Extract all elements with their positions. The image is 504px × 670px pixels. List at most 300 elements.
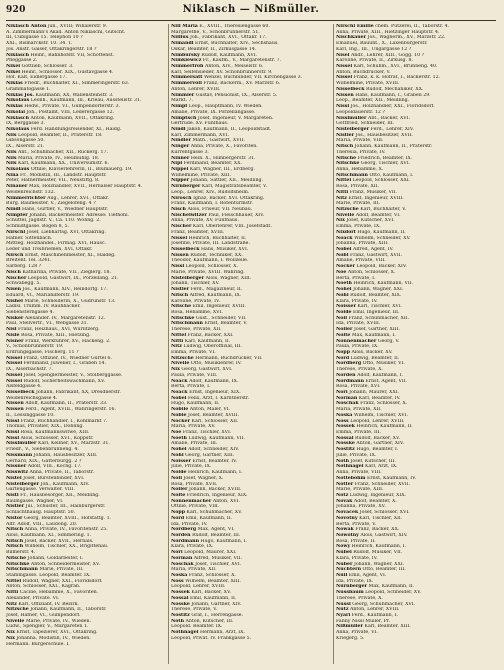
entry-text: Andr., Lehrer, XIII., Gogg. 10 ? [350,52,425,58]
entry-name: Nisen [6,287,22,293]
entry-name: Nissner [6,464,27,470]
entry-text: Anna, Private, XV. Fünfhaus. [171,218,239,224]
entry-text: Johanna, Modistin, IV., Wieden. [16,635,91,641]
entry-text: Josef, Beamter, XVIII. [187,412,239,418]
entry-text: Alexander. IV., Margaretenstr. 12. [24,315,106,321]
entry-text: Marie, Private, XIII. [336,487,384,493]
entry-text: Rosa, Private, XVI. [336,384,381,390]
entry-name: Niklasch Anton [6,24,47,29]
entry-name: Nimpfer [6,212,28,218]
entry-name: Nisle [6,332,20,338]
column-divider [168,24,169,664]
entry-text: Theodor, Kaufmann, I. Wollzeile. [171,258,249,264]
entry-text: Josef, Schlosser, XVI. [359,510,410,516]
entry-text: Anton, Lehrer, XVIII. [350,607,400,613]
entry-text: Karl, Magistratsbeamter, V. [201,184,268,190]
entry-name: Nordmann [171,538,199,544]
entry-text: Georg, V. [377,338,400,344]
entry-text: Rosa, Hebamme, XVI. [171,309,223,315]
entry-text: Rudolf, Mechaniker, XX. [365,86,424,92]
entry-text: Karl, Offiziant, IV. Bezirk. [18,601,79,607]
entry-text: Karl, Arzt, IX. [364,464,398,470]
entry-name: Nitzsche [171,355,194,361]
entry-name: Nix [171,367,180,373]
entry-name: Nossal [171,595,189,601]
entry-text: Emma, Private, IX. [336,224,381,230]
column-2 [171,24,330,664]
entry-name: Nils [6,132,17,138]
entry-text: Josef, Liebhartsg. XVI, Ottakring. [26,229,106,235]
entry-name: Nitsche [336,155,357,161]
entry-name: Nisslmüller [336,115,367,121]
entry-text: Leopold, Bäcker, XIV. [356,264,407,270]
entry-text: Leopold, Lehrer, XVIII. [171,584,226,590]
entry-name: Noack [336,235,353,241]
entry-name: Nori [171,550,183,556]
entry-text: Siebensterngasse 4. [6,309,54,315]
entry-text: Franz, Musiker, VII. [349,189,398,195]
entry-name: Nitsch [171,292,189,298]
entry-name: Nitzsche [336,207,359,212]
entry-text: Leopold, Privat. IV. Frankgasse 5. [171,635,252,641]
entry-text: Karl, Kellner, XV., Märzstr. 31. [38,441,110,447]
entry-text: Alois, Wagner, XIII. [205,275,252,281]
column-3 [336,24,495,664]
entry-text: Adolf, VIII., Kochg. 17. [27,464,82,470]
entry-name: Nonnenmacher [336,338,377,344]
entry-name: Noeth [336,281,352,287]
entry-text: Friedrich, Beamter, IX. [357,155,413,161]
entry-text: Amalie, Private, III. [171,441,218,447]
entry-text: Johanna, Private, XIII. [336,241,389,247]
entry-text: Ferd., Agent, XVIII., Währingerstr. 16. [25,407,116,413]
entry-text: Therese, Private, X. [336,595,383,601]
entry-name: Nossal [336,435,354,441]
entry-text: Jos., Kaufmann, XIV., Reindorfg. 17. [22,287,108,293]
entry-text: Schlachthausg. Hauptstr. 50. [6,510,76,516]
entry-name: Nix [6,635,15,641]
entry-name: Nosske [336,441,355,447]
entry-text: Aug., Lehrer, XVI., Ottakr. [47,195,110,201]
entry-name: Nohel [171,447,187,453]
entry-text: Ernst, Buchhalter, XIV., Sechshaus. [195,41,279,47]
entry-name: Norman [336,395,358,401]
entry-text: Adolf, Kaufmann, IX. [189,378,239,384]
entry-text: Johann, Wagner, XXI. [353,561,405,567]
entry-text: Josefine, Private, III. Landstraße. [171,241,250,247]
entry-text: Anna, Private, VI. [336,630,378,636]
entry-name: Nopp [336,349,350,355]
entry-text: Breitenf. Tel. 3241. [6,258,52,264]
entry-text: Berta, Private, I. [171,384,211,390]
entry-text: Julie, Private, IX. [336,452,377,458]
entry-text: Hans, Gürtler, V., Wiedner Hauptstr. [22,207,109,212]
entry-name: Nobl [336,252,349,258]
entry-text: Graf, I., Herrengasse. [191,613,243,619]
entry-name: Niklas [6,81,23,87]
entry-name: Nowak [336,527,354,533]
entry-name: Nistler [336,132,355,138]
entry-text: Ernst, Tapezierer, XVI., Ottakring. [16,630,98,636]
entry-text: Franz, Beamter, XVIII. [171,229,225,235]
entry-text: Heinrich, Kaufmann, VII. [353,281,414,287]
entry-name: Nitzsche [6,607,29,613]
entry-name: Nohl [336,292,349,298]
entry-text: Erdrungsgasse, Fischerg. 11 ? [6,349,79,355]
entry-name: Nisselbeck [336,86,365,92]
entry-name: Nitsch [6,527,24,533]
entry-text: Ida, Private, XVIII. [336,321,381,327]
entry-name: Nindl [171,126,186,132]
entry-text: Otto, Kaufmann, I. [369,172,414,178]
entry-text: Karl, Schuhm., XVI., Brunneng. 40. [353,64,438,70]
entry-text: Kaufmann, XX, Wallensteinstr. 3. [35,92,114,98]
entry-name: Nils [6,161,17,167]
entry-name: Nostitz [336,447,355,453]
entry-text: Maria, Private, XII. [336,407,382,413]
page-header [6,4,496,21]
entry-name: Nowotny [336,532,359,538]
entry-text: Karl, Kaufmann, II. [184,338,231,344]
entry-text: Felix, Arzt, I. Kärntnerstr. [187,395,250,401]
entry-text: Alfred, Agent, IV. [352,247,394,253]
entry-text: Therese, Private, X. [336,367,383,373]
entry-text: Karl, Beamter, XIII. [364,624,411,630]
entry-name: Nix [6,630,15,636]
entry-name: Nitti [336,189,349,195]
entry-text: Maria, Private, VIII. [336,138,384,144]
entry-name: Nikolai [6,109,26,115]
entry-text: Anton, Schneidermeister, XV. [30,561,101,567]
entry-text: Weidenreichstr. 132. [6,189,56,195]
entry-text: Franz, k. k. Hofrat, I., Bäckerstr. 12. [353,75,441,81]
entry-text: Ida, Private, IX. [336,578,374,584]
entry-text: Franz, Schlosser, X. [360,401,408,407]
entry-text: Adolf, Beamter, VI. [355,212,401,218]
entry-name: Nipper [171,178,190,184]
entry-text: Franz, Tischler, XVI. [182,430,232,436]
entry-name: Nischkauer [336,35,367,41]
entry-name: Noack [171,378,188,384]
entry-name: Nissen [336,92,354,98]
entry-name: Nossek [336,424,355,430]
entry-text: Karl, Ing., III., Ungargasse 12 ? [336,46,412,52]
entry-name: Nowy [336,544,351,550]
entry-text: Leopold. Beamter. IX. [171,624,223,630]
entry-name: Nohl [171,452,184,458]
entry-text: Gertrude. XV. Fünfhaus. [171,121,229,127]
entry-name: Nikolaus [6,98,30,104]
entry-name: Nossek [171,590,190,596]
entry-name: Nissl [6,430,20,436]
entry-text: Ida, Private, IV. [171,521,208,527]
entry-text: Josef, Tischler, XVI. [195,561,242,567]
page-number: 920 [6,5,26,15]
entry-text: Karl, Schuhmacher, XV. [186,510,243,516]
entry-text: Thomas, Privatier, XIX., Döbling. [6,424,84,430]
entry-text: Johanna, Private, XV. [336,504,386,510]
entry-name: Ninner [171,155,190,161]
entry-text: Therese, Private, V. [171,607,218,613]
entry-text: Gust., Schneider, VII. [195,315,247,321]
entry-name: Nitz [6,601,17,607]
entry-text: Wilhelm, Schneider, XV. [354,235,411,241]
entry-name: Nitsch [6,544,24,550]
entry-text: Ludwig, Ingenieur, XIX. [349,492,407,498]
entry-text: Heinr., Schlosser. XIX., Gustavgasse 4. [21,69,114,75]
entry-name: Nimandl [171,41,194,47]
entry-text: Alois, Schlosser, XVI., Koppstr. [20,435,94,441]
entry-text: Anna, Private, IV., Favoritenstr. 25. [24,527,108,533]
entry-text: Hugo, Beamter, I. [356,447,399,453]
entry-name: Nissen [6,401,24,407]
entry-text: Karl, Seifensieder, XV. Schönbrunnerstr. 9. [171,69,273,75]
entry-name: Nonnenmacher [171,498,212,504]
entry-name: Noschak [171,561,194,567]
entry-name: Noisser [171,458,191,464]
entry-text: Johann, Wagner, XXI. [353,287,404,293]
entry-text: Anton, Schlosser, XXI., Kagran. [6,584,81,590]
entry-name: Nistl [6,492,19,498]
entry-text: Ottilie, Klavierlehrerin, II., Blumauerg. 19. [30,166,133,172]
entry-text: Klara, Private, IV. [336,555,378,561]
entry-text: Josef, Ingenieur, V. Margareten. [197,115,274,121]
entry-name: Nimpf [171,104,188,110]
entry-text: V., Schönbrunnerstr. 19. [6,344,64,350]
entry-text: Emma, Private, III. [336,430,382,436]
entry-name: Nostitz [171,613,190,619]
entry-name: Nutz [336,607,349,613]
entry-text: Anton, XIV., Meiselstr. 6. [204,64,264,70]
entry-name: Nuber [336,561,353,567]
entry-text: Karl, Kaufmann, XX., Universumstr. 6. [18,161,109,167]
entry-name: Nitschke [171,315,195,321]
entry-text: Hof. Kalt, Eidlergasse 17. [6,75,67,81]
entry-name: Nipl [171,161,183,167]
entry-name: Nikel [6,64,21,70]
entry-name: Nitti [171,338,184,344]
entry-name: Nordmann [336,378,364,384]
entry-text: Johann, Fabrikant, XX, Dresdnerstr. [35,390,121,395]
entry-name: Nittel [171,332,187,338]
entry-text: Maria, Private, XV. [171,424,216,430]
entry-text: Schüttel, Jagdstr. V., Ca. 110. Wohng. 2. [6,218,101,224]
entry-name: Niklas Jos. [6,92,35,98]
entry-name: Nimbursky [171,52,200,58]
entry-text: Ernst, Maschinenmeister, XI., Haideg. [24,252,116,258]
entry-name: Nivelle [171,361,190,367]
entry-text: Rudolf, Techniker, XX. [190,252,243,258]
entry-text: Alfred, Kaufmann, IX. [189,292,242,298]
entry-text: Jos., Holzhändler, XXI., Floridsdorf. [350,104,435,110]
entry-text: Karl, Schlosser, XII. [191,418,239,424]
entry-text: Franz, Heizhaus., XVI, Wurlitzerg. [18,327,100,333]
entry-text: Ant., Bäcker, XVI. [368,115,411,121]
entry-name: Nittel [6,578,22,584]
entry-text: Adolf, Beamter, X. [353,498,397,504]
entry-text: Johann, Bäcker, XVIII. [188,487,242,493]
entry-name: Nirosch [171,195,192,201]
entry-text: Friedr., V., Siebenbrunneng. 4. [6,447,79,453]
entry-name: Noth [336,458,349,464]
column-divider [333,24,334,664]
entry-text: Emil, Kaufmann, II. [185,515,233,521]
entry-text: Rudolf, Bäcker, XV. [355,435,401,441]
entry-text: Hugo, Kaufmann, II. [357,229,406,235]
entry-text: Klara, Private, IX. [171,544,214,550]
entry-name: Noller [336,327,353,333]
entry-text: Karoline, Private, II., Zirkusg. 8. [336,58,413,64]
entry-text: Karl, Tischler, XII. [359,515,403,521]
entry-text: Franz, Bäcker, XX. [355,527,400,533]
entry-text: Ladisl. Trumm. IV. Rauhbäcker. [6,304,81,310]
entry-name: Noeth [171,435,187,441]
entry-name: Niklasch [6,52,30,58]
entry-name: Nissen [6,407,24,413]
entry-text: Ferdinand, Juwelier, I., Graben 14. [23,361,106,367]
entry-name: Nocker [171,418,190,424]
entry-name: Nissel [6,355,23,361]
entry-text: Wilhelm, Tischler, XX., Brigittenau. [24,544,109,550]
entry-name: Nirnberger [171,184,201,190]
entry-name: Noble [171,412,187,418]
entry-text: Hugo, Kaufmann, I. [200,538,248,544]
entry-name: Nißmüller [336,624,364,630]
entry-text: Heinrich, Kaufmann, I. [187,470,243,476]
entry-name: Nindler [171,138,191,144]
entry-name: Nissel [6,378,23,384]
entry-name: Nolte [171,492,186,498]
entry-name: Novacek [336,510,359,516]
entry-name: Nolde [336,309,352,315]
entry-name: Nirschl [6,229,26,235]
entry-text: II., Lessinggasse 10. [6,412,55,418]
entry-text: Jos. Anstr. Gaiser, Ottakringerstr. 18 ? [6,46,97,52]
entry-name: Nüchtern [336,567,361,573]
entry-text: Leder und Treibriemen, XVI, Ottakr. [6,247,93,253]
entry-text: Leopoldauerstr. 12 ? [336,109,385,115]
directory-entry [336,636,495,642]
entry-name: Nivelle [6,618,25,624]
entry-text: Oskar, Beamter, II., Zirkusgasse 14. [171,46,257,52]
entry-text: Anton, Kaufmann, XVII., Ottakring. [30,115,115,121]
entry-text: E., XVIII., Theresiengasse 60. [199,24,270,29]
entry-name: Nistler [6,504,25,510]
entry-text: A. Zimmermann's Akad. Anton Niklaschl, Gutscht. [6,29,126,35]
entry-text: Math., Gastwirt, XVII. [192,138,245,144]
entry-text: Franz, Offizier, IV., Wiedner Gürtel 6. [23,355,113,361]
entry-text: Rudolf, Wagner, XXI., Floridsdorf. [22,578,103,584]
entry-text: Max, Agent, VI. [197,527,235,533]
entry-text: Joh., Postamt, VIII, Lederergasse 12. [26,109,115,115]
entry-text: Hein. X., Himbergerstr. 31. [190,155,256,161]
entry-text: Franz, Buchhändler, I., Kohlmarkt 7. [20,418,108,424]
entry-text: Fr., Kaufm., V., Margaretenstr. 7. [202,58,282,64]
entry-name: Nistelberger [171,275,205,281]
entry-name: Nord [171,515,185,521]
entry-text: Schwabegg. 5. [6,281,41,287]
entry-name: Nissl [336,104,350,110]
entry-text: Maria, Private, IV., Heumühlg. 18. [18,155,100,161]
entry-name: Nissl [6,418,20,424]
entry-text: Ferd., Kaufmann, I. [351,613,398,619]
entry-text: Georg, Tischler, XVI. [360,161,411,167]
entry-text: Ant., Schuhmacher, XII., Ruckerg. 17. [18,149,108,155]
entry-text: Johann, Kaufmann, II., Praterstr. [354,144,433,150]
entry-text: Georg, Gastwirt, XVI. [181,367,233,373]
entry-text: Franz, Werkführer, XV., Hackeng. 2. [25,338,111,344]
entry-name: Nissmann [6,452,33,458]
entry-text: Bilmerstr. 4. [6,550,36,556]
entry-name: Nothnagel [336,464,364,470]
entry-text: Anna, Private, II., Taborstr. [29,470,94,476]
entry-name: Nisselbeck [171,247,200,253]
entry-text: Marie, Private, III. [336,201,381,207]
entry-text: Rosa, Private, XII. [336,184,380,190]
entry-name: Nottebohm [336,475,366,481]
entry-text: Hedw., Private, VI., Gumpendorferstr. 3. [24,104,121,110]
entry-name: Nimmerrichter [6,195,46,201]
entry-text: Karl, Bäcker, XV. [191,590,232,596]
entry-name: Nirschl Emilie [336,24,374,29]
entry-text: Marie, Private, III. [39,567,84,573]
entry-text: Wilhelmine, Private, XIII. [171,172,232,178]
entry-text: Adolf, Kaufmann, II., Praterstr. 33. [25,401,108,407]
entry-name: Noska [171,573,188,578]
entry-name: Nill Maria [171,24,198,29]
entry-name: Nimptsch [171,115,197,121]
entry-text: Fr., Modistin, III., Landstr. Hauptstr. [20,172,107,178]
entry-name: Nikolaus [6,126,30,132]
entry-name: Nussl [336,601,351,607]
entry-text: Jos., Wagnerm., XV., Märzstr. 22. [367,35,446,41]
entry-text: Kriegerg. 5. [336,635,365,641]
entry-text: Rudolf, Musiker, VII. [353,550,403,556]
entry-text: Johann, Tischler, XV. [171,281,220,287]
running-head: Niklasch — Nißmüller. [182,4,320,15]
entry-name: Nisner [6,338,24,344]
entry-name: Nosske [171,601,190,607]
entry-text: Franz, Bäckerm., XV. Märzstr. 6. [203,81,281,87]
entry-text: Leopold, Lehrer, XVIII. [350,418,405,424]
entry-text: Leopold, Schlosser, XXI. [352,178,411,184]
entry-text: Otto, Musiker, VI. [362,361,405,367]
entry-text: Hugo, Kaufmann, II. [171,401,220,407]
entry-text: Leop., Beamter, XII., Meidling. [336,98,410,104]
entry-text: Rudolf, Beamter, III. [192,532,241,538]
entry-text: Burg. Baumeister, V., Ziegelofeng. 4 ? [6,201,96,207]
entry-name: Nishel [6,298,23,304]
entry-text: Joh., Kaufmann, XIV. [40,481,90,487]
entry-text: Klara, Private, IV. [336,298,378,304]
entry-text: Alsfeldgasse 4. [6,384,42,390]
entry-name: Notter [336,481,354,487]
entry-text: Alfr. Adolf, VIII., Laudong. 20. [6,521,78,527]
entry-text: Rosa, Private, XVII. [171,481,218,487]
entry-text: Ernst, Beamter, V. [204,321,248,327]
entry-name: Noe [171,430,182,436]
entry-name: Nitz [171,344,182,350]
entry-text: Gustav, Pensionist, IX., Alserstr. 5. [195,92,278,98]
entry-name: Nisch [6,269,21,275]
entry-name: Nitschke [336,161,360,167]
entry-text: Anton, Lehrer, XVIII. [171,86,221,92]
entry-name: Novak [336,498,353,504]
entry-text: Leopold, Schlosser, X. [185,264,238,270]
entry-name: Nussbaum [336,590,364,596]
entry-text: Franz, Schneider, XVII. [354,481,411,487]
entry-name: Noss [171,578,184,584]
